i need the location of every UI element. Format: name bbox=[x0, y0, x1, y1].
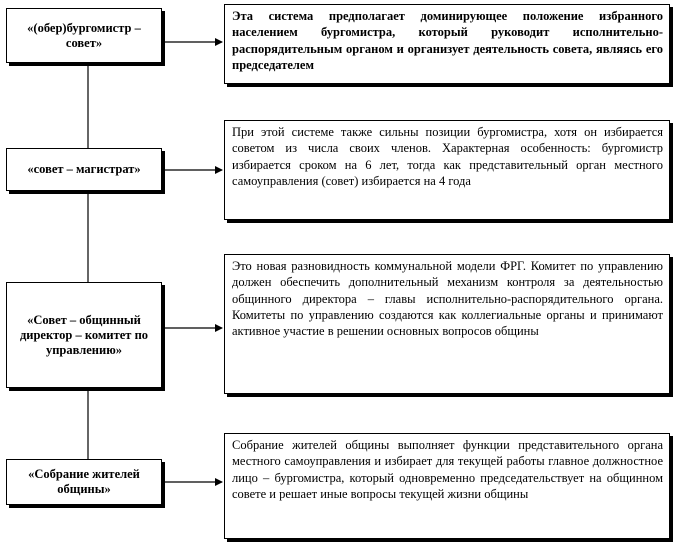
model-box-2 bbox=[6, 148, 162, 191]
description-text-1: Эта система предполагает доминирующее положение избранного населением бургомистра, который руководит исполнительно-распорядительным органом и организует деятельность совета, являясь его председателем bbox=[232, 9, 663, 72]
description-box-3 bbox=[224, 254, 670, 394]
description-text-2: При этой системе также сильны позиции бургомистра, хотя он избирается советом из числа своих членов. Характерная особенность: бургомистр избирается сроком на 6 лет, тогда как представительный орган местного самоуправления (совет) избирается на 4 года bbox=[232, 125, 663, 188]
model-box-1 bbox=[6, 8, 162, 63]
model-name-4: «Собрание жителей общины» bbox=[28, 467, 140, 496]
description-text-3: Это новая разновидность коммунальной модели ФРГ. Комитет по управлению должен обеспечить дополнительный механизм контроля за деятельностью общинного директора – главы исполнительно-распорядительного органа. Комитеты по управлению создаются как коллегиальные органы и принимают активное участие в решении основных вопросов общины bbox=[232, 259, 663, 339]
description-box-1 bbox=[224, 4, 670, 84]
description-box-4 bbox=[224, 433, 670, 539]
description-text-4: Собрание жителей общины выполняет функции представительного органа местного самоуправления и избирает для текущей работы главное должностное лицо – бургомистра, который одновременно председательствует на общинном совете и решает иные вопросы текущей жизни общины bbox=[232, 438, 663, 501]
model-box-4 bbox=[6, 459, 162, 505]
model-name-1: «(обер)бургомистр – совет» bbox=[27, 20, 141, 50]
model-box-3 bbox=[6, 282, 162, 388]
description-box-2 bbox=[224, 120, 670, 220]
model-name-2: «совет – магистрат» bbox=[27, 162, 141, 176]
model-name-3: «Совет – общинный директор – комитет по управлению» bbox=[19, 312, 149, 357]
